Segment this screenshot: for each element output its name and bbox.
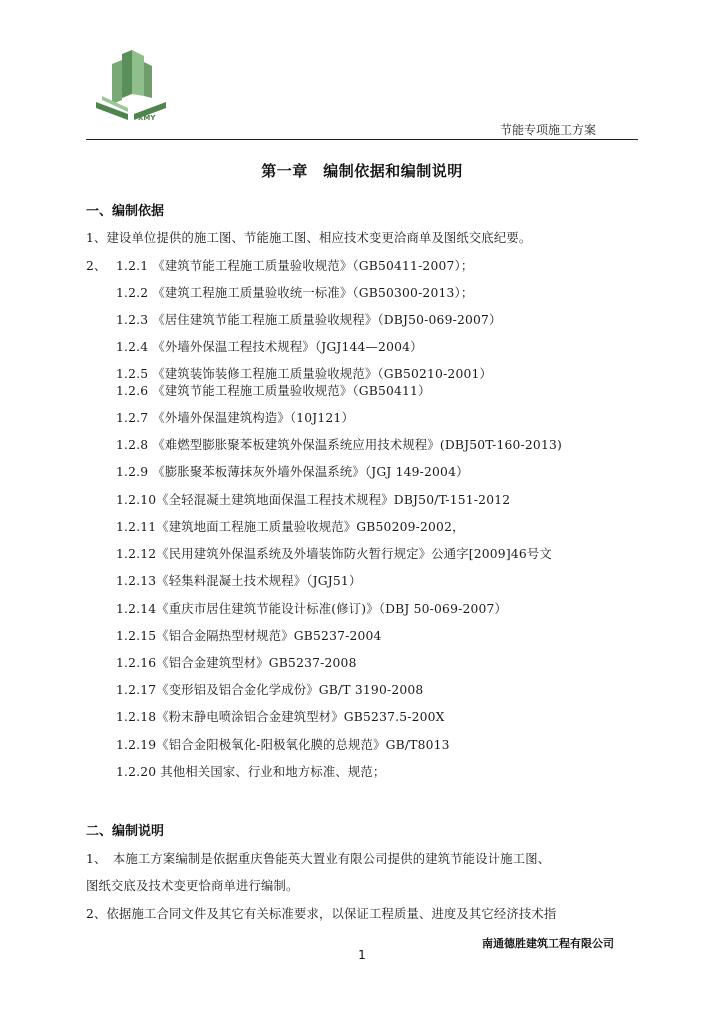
standard-item: 1.2.12《民用建筑外保温系统及外墙装饰防火暂行规定》公通字[2009]46号文	[116, 547, 552, 561]
standard-item: 1.2.20 其他相关国家、行业和地方标准、规范；	[116, 765, 386, 779]
standard-item: 1.2.19《铝合金阳极氧化-阳极氧化膜的总规范》GB/T8013	[116, 738, 450, 752]
header-rule	[86, 139, 638, 140]
standard-item: 1.2.14《重庆市居住建筑节能设计标准(修订)》（DBJ 50-069-2007）	[116, 602, 508, 616]
company-logo	[92, 50, 170, 122]
standard-item: 1.2.1 《建筑节能工程施工质量验收规范》（GB50411-2007）；	[116, 259, 474, 273]
standard-item: 1.2.5 《建筑装饰装修工程施工质量验收规范》（GB50210-2001）	[116, 367, 493, 381]
standard-item: 1.2.11《建筑地面工程施工质量验收规范》GB50209-2002，	[116, 520, 465, 534]
basis-item-2-prefix: 2、	[86, 259, 107, 273]
standard-item: 1.2.18《粉末静电喷涂铝合金建筑型材》GB5237.5-200X	[116, 710, 445, 724]
notes-line-1: 1、 本施工方案编制是依据重庆鲁能英大置业有限公司提供的建筑节能设计施工图、	[86, 852, 551, 866]
standard-item: 1.2.16《铝合金建筑型材》GB5237-2008	[116, 656, 357, 670]
standard-item: 1.2.15《铝合金隔热型材规范》GB5237-2004	[116, 629, 382, 643]
page-number: 1	[358, 948, 366, 962]
standard-item: 1.2.7 《外墙外保温建筑构造》（10J121）	[116, 411, 354, 425]
section-heading-basis: 一、编制依据	[86, 204, 165, 219]
section-heading-notes: 二、编制说明	[86, 824, 165, 839]
header-title: 节能专项施工方案	[499, 123, 596, 137]
svg-text:XMY: XMY	[138, 114, 156, 122]
standard-item: 1.2.8 《难燃型膨胀聚苯板建筑外保温系统应用技术规程》(DBJ50T-160-2013)	[116, 438, 562, 452]
standard-item: 1.2.2 《建筑工程施工质量验收统一标准》（GB50300-2013）；	[116, 286, 474, 300]
standard-item: 1.2.4 《外墙外保温工程技术规程》（JGJ144—2004）	[116, 340, 423, 354]
notes-line-3: 2、依据施工合同文件及其它有关标准要求，以保证工程质量、进度及其它经济技术指	[86, 907, 557, 921]
footer-company: 南通德胜建筑工程有限公司	[482, 937, 614, 950]
standard-item: 1.2.17《变形铝及铝合金化学成份》GB/T 3190-2008	[116, 683, 424, 697]
chapter-title: 第一章 编制依据和编制说明	[261, 162, 463, 180]
standard-item: 1.2.10《全轻混凝土建筑地面保温工程技术规程》DBJ50/T-151-2012	[116, 493, 511, 507]
standard-item: 1.2.13《轻集料混凝土技术规程》（JGJ51）	[116, 574, 362, 588]
basis-item-1: 1、建设单位提供的施工图、节能施工图、相应技术变更洽商单及图纸交底纪要。	[86, 231, 532, 245]
notes-line-2: 图纸交底及技术变更恰商单进行编制。	[86, 879, 299, 893]
standard-item: 1.2.9 《膨胀聚苯板薄抹灰外墙外保温系统》（JGJ 149-2004）	[116, 465, 469, 479]
standard-item: 1.2.6 《建筑节能工程施工质量验收规范》（GB50411）	[116, 384, 431, 398]
standard-item: 1.2.3 《居住建筑节能工程施工质量验收规程》（DBJ50-069-2007）	[116, 313, 502, 327]
